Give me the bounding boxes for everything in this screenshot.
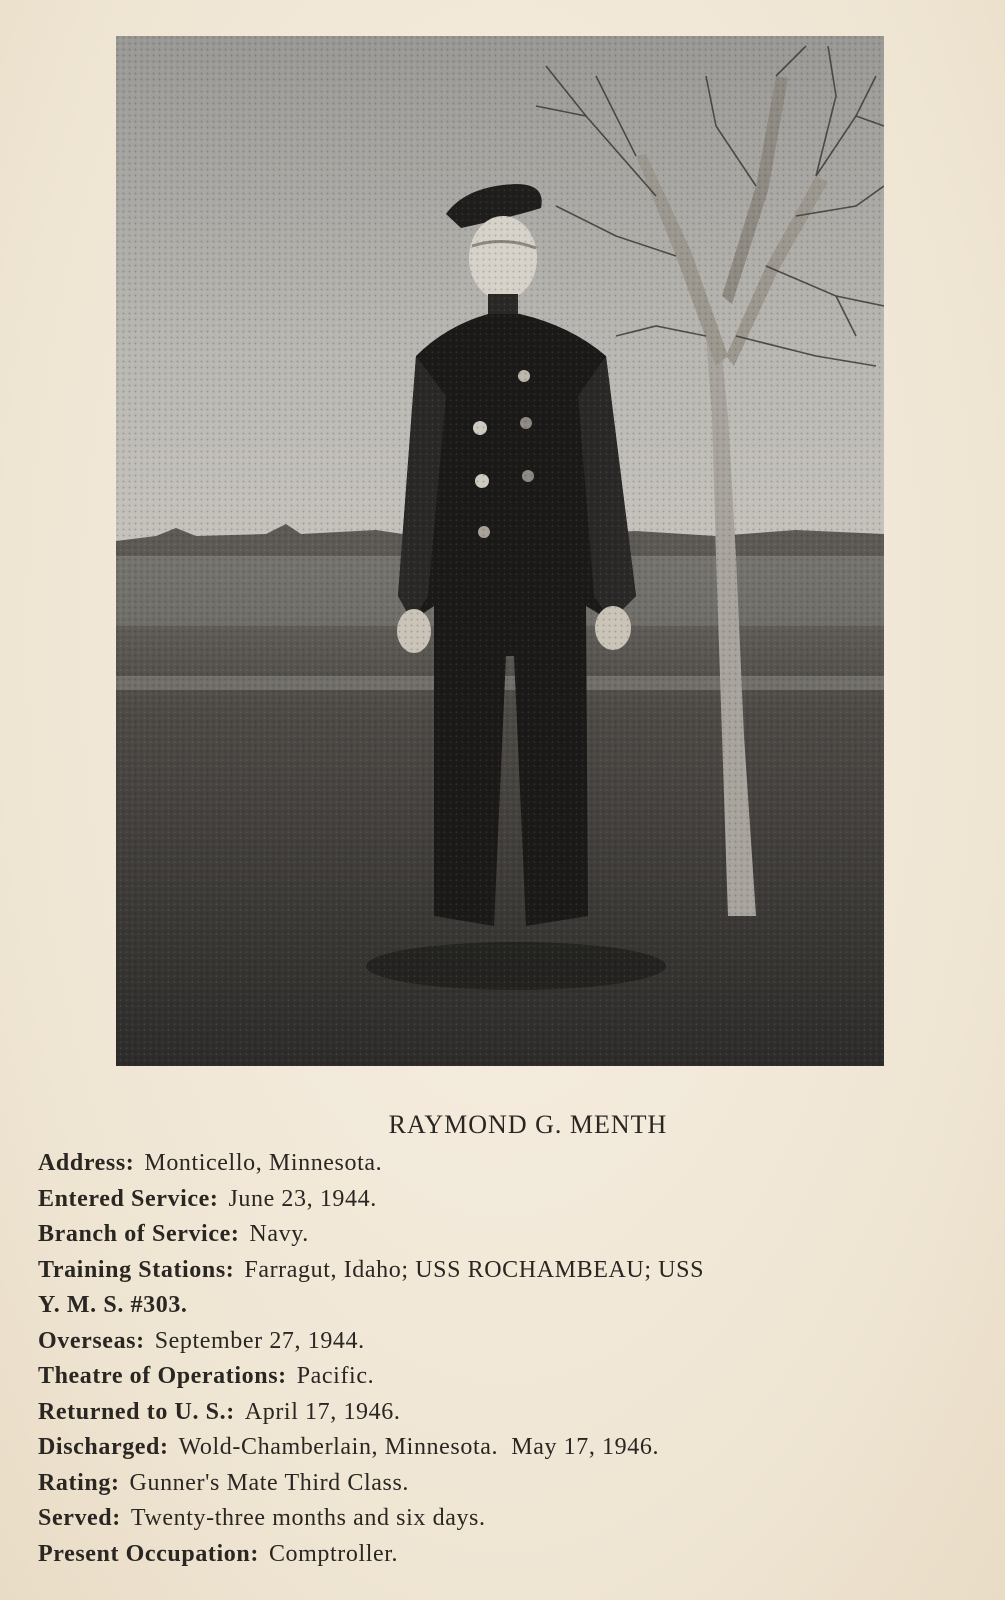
training-value: Farragut, Idaho; USS ROCHAMBEAU; USS: [244, 1256, 705, 1283]
training-label: Training Stations:: [38, 1256, 235, 1283]
theatre-label: Theatre of Operations:: [38, 1363, 287, 1389]
branch-label: Branch of Service:: [38, 1221, 240, 1247]
served-label: Served:: [38, 1505, 121, 1531]
entered-service-line: [38, 1182, 988, 1218]
address-line: [38, 1146, 988, 1182]
discharged-value: Wold-Chamberlain, Minnesota. May 17, 1946.: [178, 1434, 660, 1460]
returned-line: [38, 1395, 988, 1431]
entered-service-label: Entered Service:: [38, 1185, 219, 1212]
address-value: Monticello, Minnesota.: [144, 1150, 383, 1176]
served-line: [38, 1501, 988, 1537]
service-record: [38, 1110, 988, 1572]
returned-label: Returned to U. S.:: [38, 1398, 235, 1425]
theatre-line: [38, 1359, 988, 1395]
training-continuation-line: [38, 1288, 988, 1324]
theatre-value: Pacific.: [296, 1363, 375, 1389]
sailor-portrait-photo-icon: [116, 36, 884, 1066]
overseas-line: [38, 1324, 988, 1360]
overseas-label: Overseas:: [38, 1327, 145, 1354]
entered-service-value: June 23, 1944.: [228, 1185, 377, 1212]
person-name: RAYMOND G. MENTH: [388, 1110, 668, 1139]
occupation-line: [38, 1537, 988, 1573]
occupation-label: Present Occupation:: [38, 1540, 259, 1567]
rating-line: [38, 1466, 988, 1502]
occupation-value: Comptroller.: [268, 1540, 399, 1567]
discharged-label: Discharged:: [38, 1434, 169, 1460]
branch-line: [38, 1217, 988, 1253]
address-label: Address:: [38, 1150, 135, 1176]
discharged-line: [38, 1430, 988, 1466]
overseas-value: September 27, 1944.: [154, 1327, 365, 1354]
training-continuation: Y. M. S. #303.: [38, 1292, 188, 1318]
served-value: Twenty-three months and six days.: [130, 1505, 486, 1531]
returned-value: April 17, 1946.: [244, 1398, 401, 1425]
branch-value: Navy.: [249, 1221, 309, 1247]
rating-value: Gunner's Mate Third Class.: [129, 1469, 409, 1496]
training-line: [38, 1253, 988, 1289]
portrait-photo: [116, 36, 884, 1066]
rating-label: Rating:: [38, 1469, 120, 1496]
